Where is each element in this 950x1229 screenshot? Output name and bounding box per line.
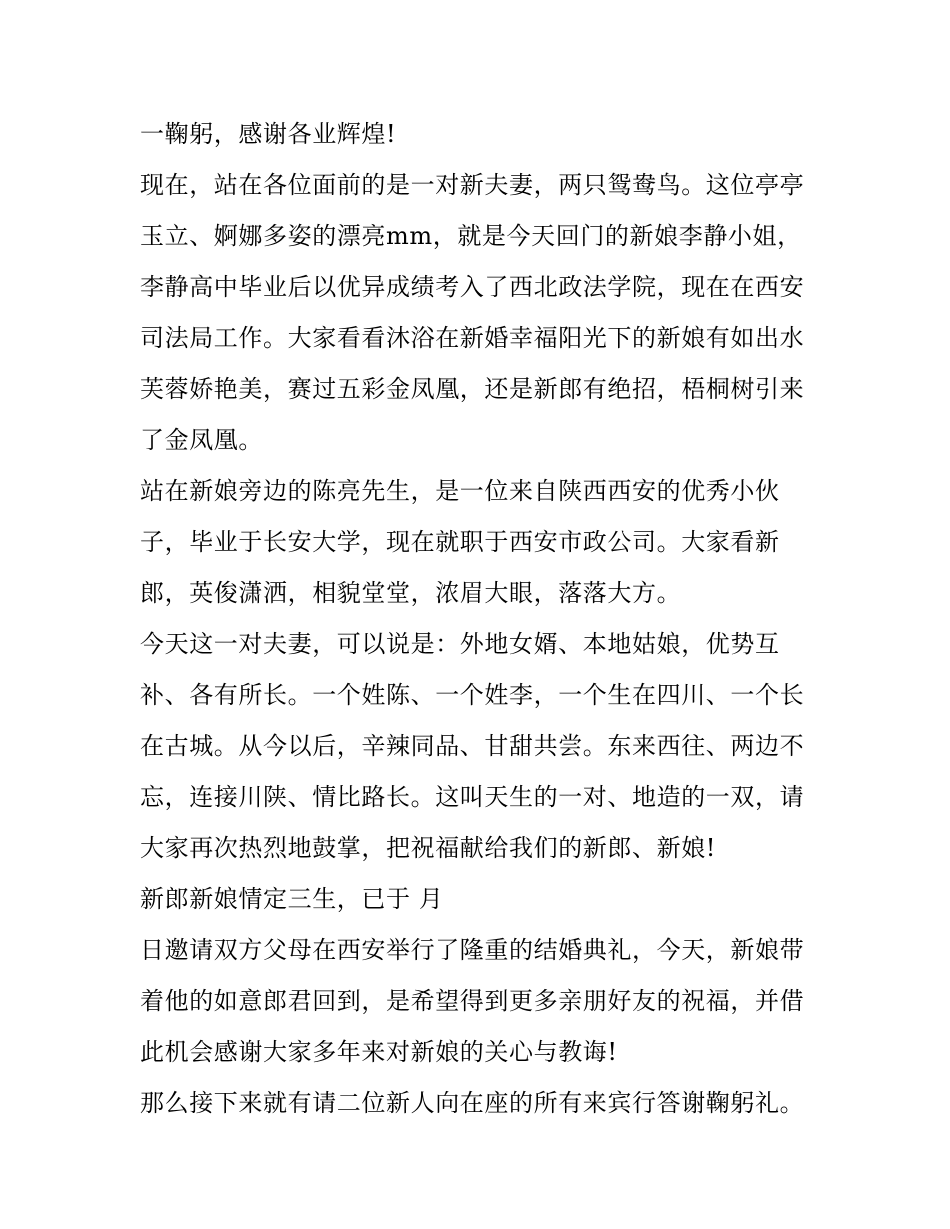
paragraph-ceremony: 日邀请双方父母在西安举行了隆重的结婚典礼，今天，新娘带着他的如意郎君回到，是希望得到更多亲朋好友的祝福，并借此机会感谢大家多年来对新娘的关心与教诲!	[140, 936, 805, 1066]
paragraph-bride-intro: 现在，站在各位面前的是一对新夫妻，两只鸳鸯鸟。这位亭亭玉立、婀娜多姿的漂亮mm，就是今天回门的新娘李静小姐，李静高中毕业后以优异成绩考入了西北政法学院，现在在西安司法局工作。大家看看沐浴在新婚幸福阳光下的新娘有如出水芙蓉娇艳美，赛过五彩金凤凰，还是新郎有绝招，梧桐树引来了金凤凰。	[140, 171, 805, 454]
paragraph-groom-intro: 站在新娘旁边的陈亮先生，是一位来自陕西西安的优秀小伙子，毕业于长安大学，现在就职于西安市政公司。大家看新郎，英俊潇洒，相貌堂堂，浓眉大眼，落落大方。	[140, 477, 780, 607]
paragraph-couple-match: 今天这一对夫妻，可以说是：外地女婿、本地姑娘，优势互补、各有所长。一个姓陈、一个姓李，一个生在四川、一个长在古城。从今以后，辛辣同品、甘甜共尝。东来西往、两边不忘，连接川陕、情比路长。这叫天生的一对、地造的一双，请大家再次热烈地鼓掌，把祝福献给我们的新郎、新娘!	[140, 630, 805, 862]
paragraph-bow-ceremony: 那么接下来就有请二位新人向在座的所有来宾行答谢鞠躬礼。	[140, 1089, 805, 1117]
paragraph-thanks: 一鞠躬，感谢各业辉煌!	[140, 120, 397, 148]
document-body	[140, 109, 820, 1129]
paragraph-wedding-date: 新郎新娘情定三生，已于 月	[140, 885, 444, 913]
